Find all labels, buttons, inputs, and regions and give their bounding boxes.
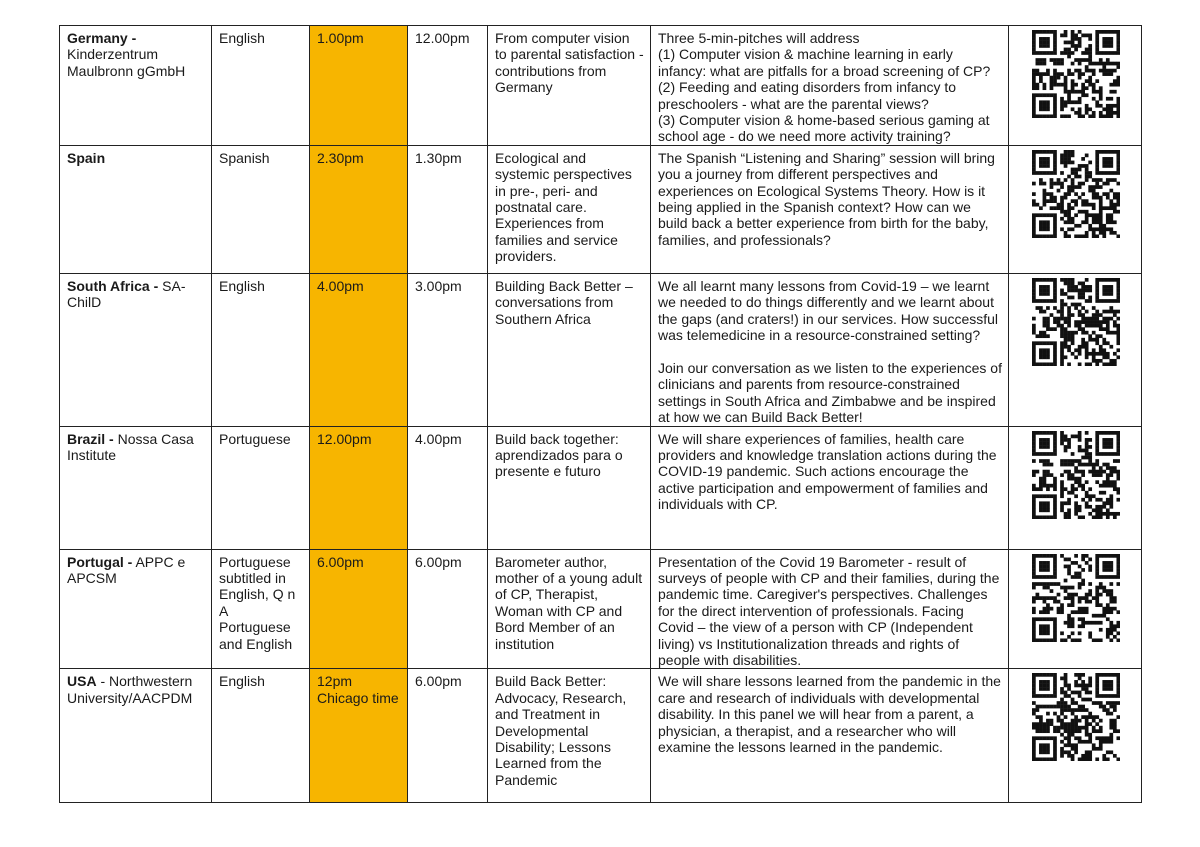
country-name: Germany - xyxy=(67,30,137,46)
country-cell xyxy=(60,669,212,803)
table-row xyxy=(60,549,1142,669)
language-cell: English xyxy=(212,273,310,426)
description-cell xyxy=(651,26,1009,146)
description-cell xyxy=(651,426,1009,549)
table-row xyxy=(60,273,1142,426)
qr-code-icon[interactable] xyxy=(1032,673,1120,761)
table-row xyxy=(60,669,1142,803)
session-description: Presentation of the Covid 19 Barometer - result of surveys of people with CP and their families, during the pandemic time. Caregiver's perspectives. Challenges for the direct intervention of professionals. Facing Covid – the view of a person with CP (Independent living) vs Institutionalization threads and rights of people with disabilities. xyxy=(658,553,1000,668)
table-row xyxy=(60,426,1142,549)
organization-name: Kinderzentrum Maulbronn gGmbH xyxy=(67,46,186,79)
other-time-cell: 6.00pm xyxy=(408,669,488,803)
organization-name: SA-ChilD xyxy=(67,277,186,311)
session-title-cell: Building Back Better – conversations from Southern Africa xyxy=(488,273,651,426)
schedule-table xyxy=(59,25,1142,803)
session-description: We will share experiences of families, health care providers and knowledge translation actions during the COVID-19 pandemic. Such actions encourage the active participation and empowerment of families and individuals with CP. xyxy=(658,430,997,513)
local-time-cell: 4.00pm xyxy=(310,273,408,426)
session-description: The Spanish “Listening and Sharing” session will bring you a journey from different perspectives and experiences on Ecological Systems Theory. How is it being applied in the Spanish context? How can we build back a better experience from birth for the baby, families, and professionals? xyxy=(658,149,995,248)
local-time-cell: 12.00pm xyxy=(310,426,408,549)
description-cell xyxy=(651,145,1009,273)
qr-code-icon[interactable] xyxy=(1032,278,1120,366)
qr-code-icon[interactable] xyxy=(1032,30,1120,118)
language-cell: English xyxy=(212,26,310,146)
local-time-cell: 1.00pm xyxy=(310,26,408,146)
country-name: Brazil - xyxy=(67,430,114,447)
language-cell: English xyxy=(212,669,310,803)
qr-cell xyxy=(1009,669,1142,803)
country-cell xyxy=(60,26,212,146)
country-cell xyxy=(60,273,212,426)
table-row xyxy=(60,145,1142,273)
session-description: We will share lessons learned from the pandemic in the care and research of individuals with developmental disability. In this panel we will hear from a parent, a physician, a therapist, and a researcher who will examine the lessons learned in the pandemic. xyxy=(658,673,1001,755)
country-name: USA xyxy=(67,673,97,690)
qr-cell xyxy=(1009,273,1142,426)
session-title-cell: From computer vision to parental satisfaction - contributions from Germany xyxy=(488,26,651,146)
other-time-cell: 1.30pm xyxy=(408,145,488,273)
description-cell xyxy=(651,549,1009,669)
country-cell xyxy=(60,426,212,549)
language-cell: Portuguese subtitled in English, Q n A Portuguese and English xyxy=(212,549,310,669)
local-time-cell: 2.30pm xyxy=(310,145,408,273)
language-cell: Portuguese xyxy=(212,426,310,549)
qr-cell xyxy=(1009,549,1142,669)
table-row xyxy=(60,26,1142,146)
country-cell xyxy=(60,549,212,669)
country-name: Spain xyxy=(67,149,106,166)
qr-cell xyxy=(1009,145,1142,273)
qr-code-icon[interactable] xyxy=(1032,554,1120,642)
other-time-cell: 3.00pm xyxy=(408,273,488,426)
qr-code-icon[interactable] xyxy=(1032,150,1120,238)
organization-name: Nossa Casa Institute xyxy=(67,430,194,463)
description-cell xyxy=(651,669,1009,803)
qr-cell xyxy=(1009,426,1142,549)
country-name: South Africa - xyxy=(67,277,159,294)
session-title-cell: Build Back Better: Advocacy, Research, and Treatment in Developmental Disability; Lessons Learned from the Pandemic xyxy=(488,669,651,803)
session-description: We all learnt many lessons from Covid-19 – we learnt we needed to do things differently and we learnt about the gaps (and craters!) in our services. How successful was telemedicine in a resource-constrained setting? Join our conversation as we listen to the experiences of clinicians and parents from resource-constrained settings in South Africa and Zimbabwe and be inspired at how we can Build Back Better! xyxy=(658,277,1002,426)
description-cell xyxy=(651,273,1009,426)
organization-name: APPC e APCSM xyxy=(67,553,186,586)
qr-cell xyxy=(1009,26,1142,146)
local-time-cell: 12pm Chicago time xyxy=(310,669,408,803)
other-time-cell: 6.00pm xyxy=(408,549,488,669)
language-cell: Spanish xyxy=(212,145,310,273)
session-title-cell: Ecological and systemic perspectives in pre-, peri- and postnatal care. Experiences from families and service providers. xyxy=(488,145,651,273)
country-name: Portugal - xyxy=(67,553,133,570)
session-description: Three 5-min-pitches will address (1) Computer vision & machine learning in early infancy: what are pitfalls for a broad screening of CP? (2) Feeding and eating disorders from infancy to preschoolers - what are the parental views? (3) Computer vision & home-based serious gaming at school age - do we need more activity training? xyxy=(658,30,991,145)
session-title-cell: Build back together: aprendizados para o presente e futuro xyxy=(488,426,651,549)
other-time-cell: 12.00pm xyxy=(408,26,488,146)
organization-name: - Northwestern University/AACPDM xyxy=(67,673,193,706)
session-title-cell: Barometer author, mother of a young adult of CP, Therapist, Woman with CP and Bord Member of an institution xyxy=(488,549,651,669)
qr-code-icon[interactable] xyxy=(1032,431,1120,519)
other-time-cell: 4.00pm xyxy=(408,426,488,549)
country-cell xyxy=(60,145,212,273)
local-time-cell: 6.00pm xyxy=(310,549,408,669)
